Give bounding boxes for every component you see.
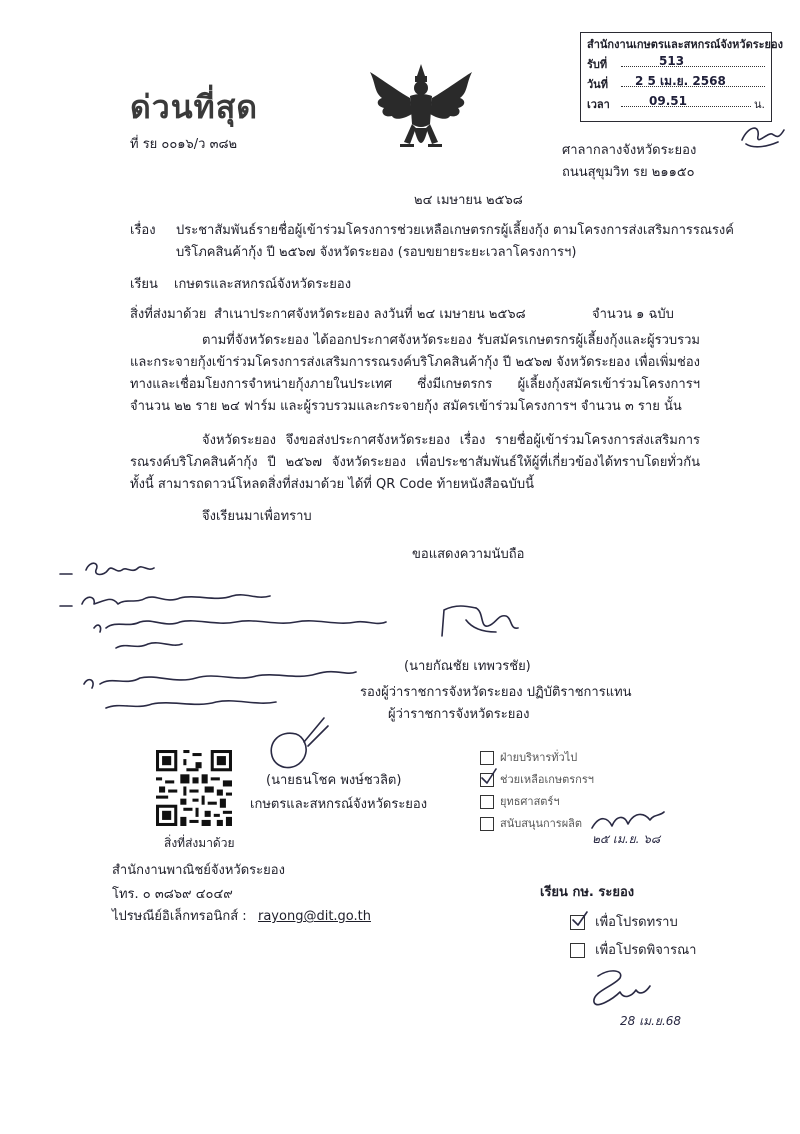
- stamp-received-label: รับที่: [587, 58, 608, 71]
- second-signatory-signature: [262, 712, 332, 776]
- decision-signature: [584, 966, 654, 1010]
- to-recipient: เกษตรและสหกรณ์จังหวัดระยอง: [174, 277, 352, 292]
- urgency-label: ด่วนที่สุด: [130, 88, 259, 126]
- enclosure-text: สำเนาประกาศจังหวัดระยอง ลงวันที่ ๒๔ เมษายน ๒๕๖๘: [214, 307, 526, 322]
- subject-line2: บริโภคสินค้ากุ้ง ปี ๒๕๖๗ จังหวัดระยอง (รอบขยายระยะเวลาโครงการฯ): [176, 245, 577, 260]
- stamp-date-label: วันที่: [587, 78, 608, 91]
- routing-item-farmer-assistance[interactable]: [480, 770, 594, 790]
- sender-address-line1: ศาลากลางจังหวัดระยอง: [562, 143, 697, 158]
- routing-date-note: ๒๕ เม.ย. ๖๘: [592, 832, 661, 846]
- routing-item-general-admin[interactable]: [480, 748, 577, 768]
- checkbox-unchecked-icon[interactable]: [570, 943, 585, 958]
- footer-office: สำนักงานพาณิชย์จังหวัดระยอง: [112, 863, 285, 878]
- footer-email-label: ไปรษณีย์อิเล็กทรอนิกส์ :: [112, 909, 247, 924]
- subject-line1: ประชาสัมพันธ์รายชื่อผู้เข้าร่วมโครงการช่วยเหลือเกษตรกรผู้เลี้ยงกุ้ง ตามโครงการส่งเสริมการรณรงค์: [176, 223, 734, 238]
- qr-code[interactable]: [156, 750, 232, 826]
- routing-item-label: ยุทธศาสตร์ฯ: [500, 795, 560, 808]
- second-signatory-name: (นายธนโชค พงษ์ชวลิต): [266, 773, 402, 788]
- body-paragraph-1: ตามที่จังหวัดระยอง ได้ออกประกาศจังหวัดระยอง รับสมัครเกษตรกรผู้เลี้ยงกุ้งและผู้รวบรวมและกระจายกุ้งเข้าร่วมโครงการส่งเสริมการรณรงค์บริโภคสินค้ากุ้ง ปี ๒๕๖๗ จังหวัดระยอง เพื่อเพิ่มช่องทางและเชื่อมโยงการจำหน่ายกุ้งภายในประเทศ ซึ่งมีเกษตรกร ผู้เลี้ยงกุ้งสมัครเข้าร่วมโครงการฯ จำนวน ๒๒ ราย ๒๔ ฟาร์ม และผู้รวบรวมและกระจายกุ้ง สมัครเข้าร่วมโครงการฯ จำนวน ๓ ราย นั้น: [130, 333, 700, 414]
- footer-email-link[interactable]: rayong@dit.go.th: [258, 909, 371, 924]
- signatory-signature: [436, 598, 526, 648]
- signatory-name: (นายกัณชัย เทพวรชัย): [404, 659, 531, 674]
- decision-title: เรียน กษ. ระยอง: [540, 885, 635, 900]
- footer-phone: โทร. ๐ ๓๘๖๙ ๔๐๔๙: [112, 887, 233, 902]
- to-label: เรียน: [130, 277, 158, 292]
- checkbox-unchecked-icon[interactable]: [480, 817, 494, 831]
- decision-option-acknowledge[interactable]: [570, 914, 678, 932]
- signatory-title-1: รองผู้ว่าราชการจังหวัดระยอง ปฏิบัติราชการแทน: [360, 685, 632, 700]
- routing-item-production-support[interactable]: [480, 814, 582, 834]
- stamp-time-value: 09.51: [649, 94, 687, 108]
- receiving-stamp: [580, 32, 783, 122]
- regards-line: ขอแสดงความนับถือ: [412, 547, 525, 562]
- routing-item-label: สนับสนุนการผลิต: [500, 817, 583, 830]
- decision-date-note: 28 เม.ย.68: [620, 1014, 682, 1028]
- garuda-emblem: [366, 62, 476, 158]
- routing-item-label: ช่วยเหลือเกษตรกรฯ: [500, 773, 594, 786]
- sender-address-line2: ถนนสุขุมวิท รย ๒๑๑๕๐: [562, 165, 695, 180]
- routing-item-strategy[interactable]: [480, 792, 560, 812]
- stamp-received-no: 513: [659, 54, 685, 68]
- stamp-initials-signature: [738, 118, 788, 158]
- routing-item-label: ฝ่ายบริหารทั่วไป: [500, 751, 578, 764]
- checkbox-unchecked-icon[interactable]: [480, 795, 494, 809]
- qr-caption: สิ่งที่ส่งมาด้วย: [164, 836, 235, 850]
- closing-line: จึงเรียนมาเพื่อทราบ: [202, 509, 312, 524]
- enclosure-quantity: จำนวน ๑ ฉบับ: [592, 307, 674, 322]
- document-number: ที่ รย ๐๐๑๖/ว ๓๘๒: [130, 137, 238, 152]
- handwritten-margin-notes: [56, 556, 396, 716]
- second-signatory-title: เกษตรและสหกรณ์จังหวัดระยอง: [250, 797, 428, 812]
- stamp-office: สำนักงานเกษตรและสหกรณ์จังหวัดระยอง: [587, 38, 783, 51]
- stamp-time-label: เวลา: [587, 98, 610, 111]
- checkbox-unchecked-icon[interactable]: [480, 751, 494, 765]
- body-paragraph-2: จังหวัดระยอง จึงขอส่งประกาศจังหวัดระยอง เรื่อง รายชื่อผู้เข้าร่วมโครงการส่งเสริมการรณรงค์บริโภคสินค้ากุ้ง ปี ๒๕๖๗ จังหวัดระยอง เพื่อประชาสัมพันธ์ให้ผู้ที่เกี่ยวข้องได้ทราบโดยทั่วกัน ทั้งนี้ สามารถดาวน์โหลดสิ่งที่ส่งมาด้วย ได้ที่ QR Code ท้ายหนังสือฉบับนี้: [130, 433, 700, 492]
- stamp-date-value: 2 5 เม.ย. 2568: [635, 74, 726, 88]
- checkbox-checked-icon[interactable]: [570, 915, 585, 930]
- decision-option-label: เพื่อโปรดพิจารณา: [595, 943, 697, 958]
- stamp-time-unit: น.: [753, 98, 765, 111]
- decision-option-consider[interactable]: [570, 942, 696, 960]
- checkbox-checked-icon[interactable]: [480, 773, 494, 787]
- enclosure-label: สิ่งที่ส่งมาด้วย: [130, 307, 207, 322]
- decision-option-label: เพื่อโปรดทราบ: [595, 915, 678, 930]
- subject-label: เรื่อง: [130, 223, 156, 238]
- signatory-title-2: ผู้ว่าราชการจังหวัดระยอง: [388, 707, 530, 722]
- document-date: ๒๔ เมษายน ๒๕๖๘: [414, 193, 523, 208]
